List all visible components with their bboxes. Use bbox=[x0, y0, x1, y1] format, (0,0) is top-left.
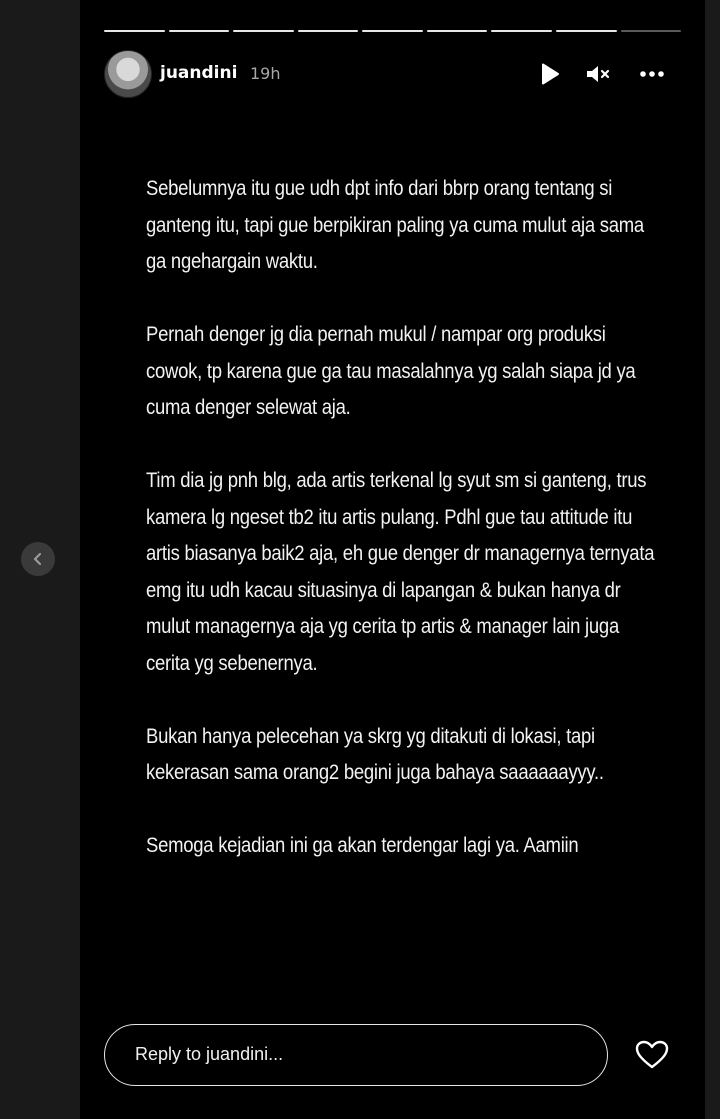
post-time: 19h bbox=[250, 64, 281, 83]
story-paragraph: Sebelumnya itu gue udh dpt info dari bbrp orang tentang si ganteng itu, tapi gue berpikiran paling ya cuma mulut aja sama ga ngehargain waktu. bbox=[146, 176, 644, 273]
progress-segment bbox=[556, 30, 617, 32]
play-icon[interactable] bbox=[536, 60, 564, 88]
progress-segment bbox=[298, 30, 359, 32]
story-paragraph: Semoga kejadian ini ga akan terdengar lagi ya. Aamiin bbox=[146, 833, 579, 857]
progress-segment bbox=[233, 30, 294, 32]
story-paragraph: Pernah denger jg dia pernah mukul / nampar org produksi cowok, tp karena gue ga tau masalahnya yg salah siapa jd ya cuma denger selewat aja. bbox=[146, 322, 636, 419]
progress-segment bbox=[491, 30, 552, 32]
progress-segment bbox=[104, 30, 165, 32]
story-text-block bbox=[146, 170, 662, 900]
reply-box[interactable] bbox=[104, 1024, 608, 1086]
story-paragraph: Bukan hanya pelecehan ya skrg yg ditakuti di lokasi, tapi kekerasan sama orang2 begini juga bahaya saaaaaayyy.. bbox=[146, 723, 604, 784]
heart-icon[interactable] bbox=[634, 1037, 670, 1073]
progress-segment bbox=[362, 30, 423, 32]
story-progress-bar bbox=[104, 30, 681, 33]
progress-segment bbox=[169, 30, 230, 32]
muted-speaker-icon[interactable] bbox=[584, 60, 612, 88]
story-header bbox=[104, 50, 681, 98]
reply-input[interactable] bbox=[133, 1043, 577, 1066]
story-paragraph: Tim dia jg pnh blg, ada artis terkenal lg syut sm si ganteng, trus kamera lg ngeset tb2 itu artis pulang. Pdhl gue tau attitude itu artis biasanya baik2 aja, eh gue denger dr managernya ternyata emg itu udh kacau situasinya di lapangan & bukan hanya dr mulut managernya aja yg cerita tp artis & manager lain juga cerita yg sebenernya. bbox=[146, 468, 655, 675]
more-options-icon[interactable] bbox=[638, 60, 666, 88]
chevron-left-icon bbox=[31, 552, 45, 566]
progress-segment-current bbox=[621, 30, 682, 32]
progress-segment bbox=[427, 30, 488, 32]
username-link[interactable]: juandini bbox=[160, 63, 238, 83]
previous-story-button[interactable] bbox=[21, 542, 55, 576]
avatar[interactable] bbox=[104, 50, 152, 98]
